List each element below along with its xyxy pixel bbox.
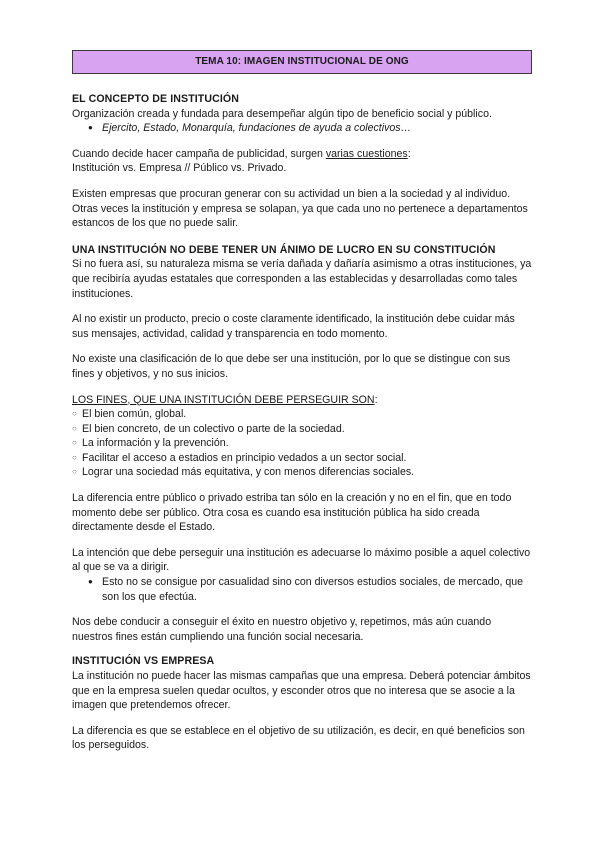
- paragraph: Existen empresas que procuran generar con su actividad un bien a la sociedad y al individuo. Otras veces la institución y empresa se solapan, ya que cada uno no pertenece a departamentos estancos de los que no puede salir.: [72, 187, 528, 230]
- paragraph: Al no existir un producto, precio o coste claramente identificado, la institución debe cuidar más sus mensajes, actividad, calidad y transparencia en todo momento.: [72, 313, 515, 340]
- underlined-text: varias cuestiones: [325, 147, 408, 160]
- bullet-list: [72, 121, 532, 136]
- fines-heading-text: LOS FINES, QUE UNA INSTITUCIÓN DEBE PERSEGUIR SON: [72, 393, 375, 406]
- fines-list: [72, 407, 532, 480]
- paragraph: La diferencia es que se establece en el objetivo de su utilización, es decir, en qué beneficios son los perseguidos.: [72, 724, 525, 752]
- paragraph-text: Institución vs. Empresa // Público vs. Privado.: [72, 162, 287, 175]
- list-item: ● Ejercito, Estado, Monarquía, fundaciones de ayuda a colectivos…: [72, 121, 532, 136]
- paragraph: La diferencia entre público o privado estriba tan sólo en la creación y no en el fin, que en todo momento debe ser público. Otra cosa es cuando esa institución pública ha sido creada directamente desde el Estado.: [72, 492, 512, 534]
- fines-heading-colon: :: [374, 393, 378, 406]
- paragraph-text: Cuando decide hacer campaña de publicidad, surgen: [72, 147, 326, 160]
- paragraph: Organización creada y fundada para desempeñar algún tipo de beneficio social y público.: [72, 107, 492, 120]
- paragraph: Nos debe conducir a conseguir el éxito en nuestro objetivo y, repetimos, más aún cuando nuestros fines están cumpliendo una función social necesaria.: [72, 616, 492, 643]
- bullet-list: [72, 575, 532, 604]
- paragraph: Si no fuera así, su naturaleza misma se vería dañada y dañaría asimismo a otras instituciones, ya que recibiría ayudas estatales que corresponden a las establecidas y desarrolladas como tales instituciones.: [72, 258, 532, 300]
- list-item: ○ El bien común, global.: [72, 407, 532, 422]
- paragraph-text: :: [407, 147, 411, 160]
- document-title-box: [72, 50, 532, 74]
- list-item: ○ Lograr una sociedad más equitativa, y con menos diferencias sociales.: [72, 465, 532, 480]
- paragraph: La institución no puede hacer las mismas campañas que una empresa. Deberá potenciar ámbitos que en la empresa suelen quedar ocultos, y esconder otros que no interesa que se asocie a la imagen que pretendemos ofrecer.: [72, 670, 531, 712]
- list-item: ○ El bien concreto, de un colectivo o parte de la sociedad.: [72, 422, 532, 437]
- section-heading-lucro: UNA INSTITUCIÓN NO DEBE TENER UN ÁNIMO DE LUCRO EN SU CONSTITUCIÓN: [72, 243, 496, 256]
- paragraph: [72, 147, 532, 176]
- list-item: ○ La información y la prevención.: [72, 436, 532, 451]
- document-title: TEMA 10: IMAGEN INSTITUCIONAL DE ONG: [195, 55, 409, 67]
- list-item: ● Esto no se consigue por casualidad sino con diversos estudios sociales, de mercado, que son los que efectúa.: [72, 575, 532, 604]
- document-page: [72, 50, 532, 753]
- paragraph: No existe una clasificación de lo que debe ser una institución, por lo que se distingue con sus fines y objetivos, y no sus inicios.: [72, 353, 511, 380]
- fines-heading: [72, 393, 532, 408]
- section-heading-concepto: EL CONCEPTO DE INSTITUCIÓN: [72, 93, 240, 105]
- section-heading-institucion-empresa: INSTITUCIÓN VS EMPRESA: [72, 655, 215, 668]
- paragraph: La intención que debe perseguir una institución es adecuarse lo máximo posible a aquel colectivo al que se va a dirigir.: [72, 546, 531, 574]
- list-item: ○ Facilitar el acceso a estadios en principio vedados a un sector social.: [72, 451, 532, 466]
